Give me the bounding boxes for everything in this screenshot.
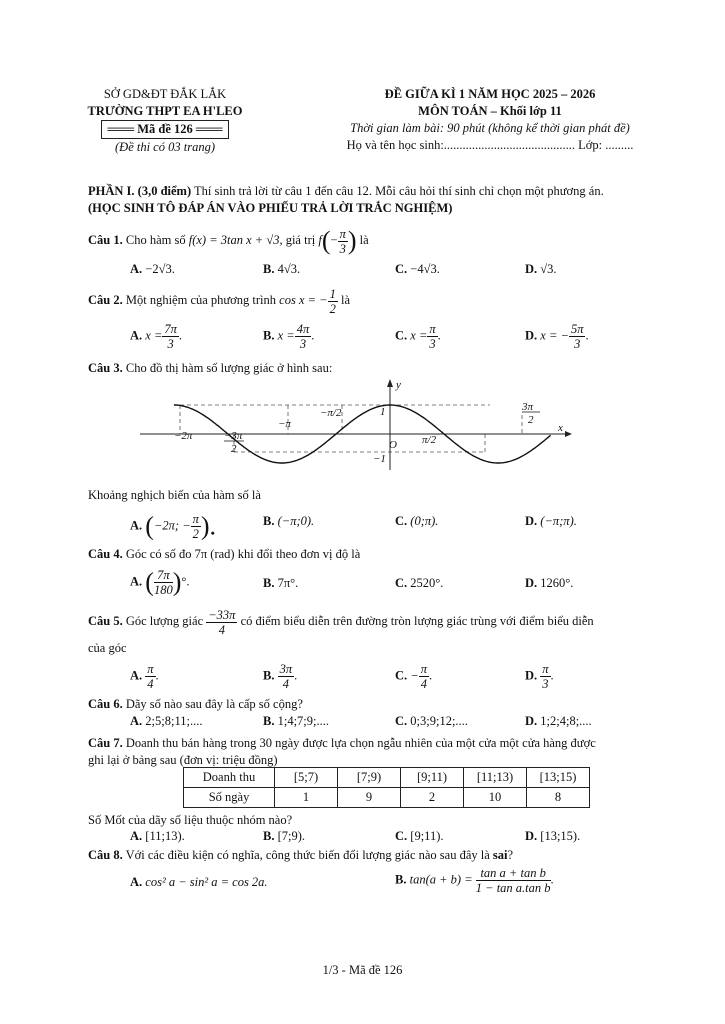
revenue-table [183,767,590,808]
q8-b-num: tan a + tan b [476,866,551,881]
q1-opt-a-label[interactable]: A. [130,262,143,276]
q6-text: Dãy số nào sau đây là cấp số cộng? [122,697,303,711]
question-7 [88,735,668,769]
q4-opt-c-label[interactable]: C. [395,576,408,590]
q1-frac-den: 3 [339,241,346,256]
part1-note: (HỌC SINH TÔ ĐÁP ÁN VÀO PHIẾU TRẢ LỜI TRẮC NGHIỆM) [88,201,453,215]
q6-opt-a[interactable]: 2;5;8;11;.... [145,714,203,728]
q5-c-num: π [420,662,427,676]
q5-c-dot: . [428,668,433,683]
q2-a-dot: . [178,328,183,343]
student-info: Họ và tên học sinh:.......................................... Lớp: ......... [346,138,634,152]
q5-d-den: 3 [542,677,549,691]
table-header-cell: [11;13) [464,768,527,788]
q2-c-den: 3 [429,337,436,351]
q3-opt-a-label[interactable]: A. [130,518,143,533]
q7-opt-d[interactable]: [13;15). [540,829,581,843]
q5-c-den: 4 [420,677,427,691]
q5-frac [206,608,237,637]
q4-opt-a-label[interactable]: A. [130,574,143,589]
question-2 [88,285,648,316]
q2-eq: cos x = − [279,293,328,307]
q3-after: Khoảng nghịch biến của hàm số là [88,488,261,502]
question-6 [88,696,648,713]
q7-text: Doanh thu bán hàng trong 30 ngày được lựa chọn ngẫu nhiên của một cửa một cửa hàng được [122,736,596,750]
header-left [70,86,260,156]
q5-a-den: 4 [147,677,154,691]
q1-func: f(x) = 3tan x + √3, [188,233,283,247]
q8-label: Câu 8. [88,848,123,862]
tick-3pi2-den: 2 [528,414,534,426]
q2-frac-den: 2 [329,301,336,316]
table-header-cell: [5;7) [275,768,338,788]
table-header-cell: [7;9) [338,768,401,788]
q3-a-num: π [192,512,199,526]
q2-b-num: 4π [296,322,310,336]
q1-frac [338,227,348,256]
q4-a-den: 180 [153,583,173,597]
question-4 [88,546,648,563]
q3-opt-d-label[interactable]: D. [525,514,538,528]
q4-a-num: 7π [154,568,173,583]
q8-b-den: 1 − tan a.tan b [475,881,551,895]
q3-label: Câu 3. [88,361,123,375]
q8-opt-a[interactable]: cos² a − sin² a = cos 2a. [145,875,268,889]
tick-negpi: −π [278,418,291,430]
q1-opt-d[interactable]: √3. [540,262,557,276]
q7-opt-b-label[interactable]: B. [263,829,275,843]
q6-label: Câu 6. [88,697,123,711]
q5-b-num: 3π [279,662,293,676]
q2-opt-c-x[interactable]: x = [410,328,428,343]
q2-opt-a-frac[interactable] [162,322,179,351]
q2-opt-d-frac[interactable] [569,322,589,351]
q7-opt-c[interactable]: [9;11). [410,829,444,843]
header-right [285,86,695,154]
q4-opt-b[interactable]: 7π°. [277,576,299,590]
q5-d-num: π [542,662,549,676]
q2-opt-b-x[interactable]: x = [277,328,295,343]
question-1 [88,225,648,256]
q2-a-num: 7π [164,322,177,336]
table-cell: 1 [275,788,338,808]
tick-neg1: −1 [373,453,386,465]
q5-c-neg: − [410,668,419,683]
q8-text: Với các điều kiện có nghĩa, công thức biến đổi lượng giác nào sau đây là [122,848,493,862]
q7-ask: Số Mốt của dãy số liệu thuộc nhóm nào? [88,813,293,827]
q3-opt-b[interactable]: (−π;0). [277,514,315,528]
q7-opt-b[interactable]: [7;9). [277,829,306,843]
q5-num: −33π [208,607,236,622]
q4-opt-a-frac[interactable] [154,568,173,597]
q2-c-dot: . [437,328,441,343]
q4-label: Câu 4. [88,547,123,561]
q2-d-dot: . [585,328,589,343]
q4-text: Góc có số đo 7π (rad) khi đổi theo đơn vị độ là [122,547,361,561]
q1-frac-num: π [339,226,346,241]
q3-opt-b-label[interactable]: B. [263,514,275,528]
exam-time: Thời gian làm bài: 90 phút (không kể thời gian phát đề) [350,121,630,135]
table-cell: 2 [401,788,464,808]
q8-opt-a-label[interactable]: A. [130,875,143,889]
q5-b-dot: . [294,668,298,683]
table-row [184,768,590,788]
q4-opt-d-label[interactable]: D. [525,576,538,590]
q7-label: Câu 7. [88,736,123,750]
x-axis-arrow [565,431,572,437]
q2-opt-c-label[interactable]: C. [395,328,408,343]
q5-opt-c-label[interactable]: C. [395,668,408,683]
q8-opt-b[interactable]: tan(a + b) = [409,872,473,887]
q5-opt-d-frac[interactable] [540,662,550,691]
q6-opt-d-label[interactable]: D. [525,714,538,728]
q5-cont: của góc [88,641,127,655]
q5-opt-b-label[interactable]: B. [263,668,275,683]
q2-opt-c-frac[interactable] [427,322,437,351]
table-header-cell: [13;15) [527,768,590,788]
y-axis-arrow [387,379,393,387]
q2-d-den: 3 [574,337,581,351]
q8-opt-b-label[interactable]: B. [395,872,407,887]
q6-opt-d[interactable]: 1;2;4;8;.... [540,714,592,728]
q7-opt-a[interactable]: [11;13). [145,829,185,843]
q8-bold: sai [492,848,508,862]
q1-text: Cho hàm số [122,233,189,247]
q6-opt-b[interactable]: 1;4;7;9;.... [277,714,329,728]
q4-opt-b-label[interactable]: B. [263,576,275,590]
q2-b-den: 3 [299,337,307,351]
q2-frac-num: 1 [329,286,336,301]
q1-paren-close: ) [347,226,357,256]
q5-opt-b-frac[interactable] [278,662,298,691]
q5-opt-d-label[interactable]: D. [525,668,538,683]
q2-d-num: 5π [570,322,584,336]
q6-opt-c-label[interactable]: C. [395,714,408,728]
q5-text-b: có điểm biểu diễn trên đường tròn lượng giác trùng với điểm biểu diễn [240,614,594,628]
table-cell: 8 [527,788,590,808]
q1-label: Câu 1. [88,233,123,247]
exam-title: ĐỀ GIỮA KÌ 1 NĂM HỌC 2025 – 2026 [384,87,596,101]
q3-opt-a-frac[interactable] [191,512,201,541]
tick-negpi2: −π/2 [320,407,342,419]
tick-pi2: π/2 [422,434,437,446]
q6-opt-b-label[interactable]: B. [263,714,275,728]
q5-text-a: Góc lượng giác [122,614,207,628]
q2-opt-b-label[interactable]: B. [263,328,275,343]
q1-opt-c-label[interactable]: C. [395,262,408,276]
q4-opt-a-deg: °. [181,574,190,589]
origin-label: O [389,439,397,451]
q2-frac [328,287,338,316]
q2-a-den: 3 [167,337,174,351]
table-cell: 9 [338,788,401,808]
q4-opt-c[interactable]: 2520°. [410,576,444,590]
q1-text-c: là [356,233,369,247]
q1-opt-a[interactable]: −2√3. [145,262,175,276]
table-cell: Số ngày [184,788,275,808]
q1-opt-c[interactable]: −4√3. [410,262,440,276]
tick-1: 1 [380,406,386,418]
q2-opt-d-x[interactable]: x = − [540,328,569,343]
question-8 [88,847,648,864]
q2-label: Câu 2. [88,293,123,307]
tick-neg2pi: −2π [174,430,193,442]
table-header-cell: Doanh thu [184,768,275,788]
q3-text: Cho đồ thị hàm số lượng giác ở hình sau: [122,361,333,375]
q5-b-den: 4 [282,677,289,691]
q2-opt-a-label[interactable]: A. [130,328,143,343]
exam-code: ═══ Mã đề 126 ═══ [101,120,230,139]
q7-text2: ghi lại ở bảng sau (đơn vị: triệu đồng) [88,753,278,767]
q1-f: f [318,233,322,247]
q5-opt-a-frac[interactable] [145,662,155,691]
q2-text: Một nghiệm của phương trình [122,293,280,307]
tick-3pi2-num: 3π [522,401,534,413]
q2-opt-d-label[interactable]: D. [525,328,538,343]
y-label: y [396,379,401,391]
q1-neg: − [330,233,338,247]
q2-c-num: π [429,322,436,336]
table-header-cell: [9;11) [401,768,464,788]
q1-paren-open: ( [321,226,331,256]
q5-opt-c-frac[interactable] [419,662,429,691]
q1-opt-b[interactable]: 4√3. [277,262,301,276]
part1-intro [88,183,668,217]
q3-opt-a[interactable]: −2π; − [153,518,191,533]
part1-desc: Thí sinh trả lời từ câu 1 đến câu 12. Mỗi câu hỏi thí sinh chỉ chọn một phương án. [191,184,604,198]
q8-end: ? [507,848,514,862]
q2-end: là [337,293,351,307]
pages-note: (Đề thi có 03 trang) [115,140,215,154]
tick-neg3pi2-num: −3π [224,430,243,442]
q5-label: Câu 5. [88,614,123,628]
q4-opt-d[interactable]: 1260°. [540,576,574,590]
q3-opt-d[interactable]: (−π;π). [540,514,577,528]
q7-opt-d-label[interactable]: D. [525,829,538,843]
q6-opt-c[interactable]: 0;3;9;12;.... [410,714,468,728]
q5-den: 4 [218,622,225,637]
q5-a-num: π [147,662,154,676]
table-row [184,788,590,808]
q2-opt-a-x[interactable]: x = [145,328,163,343]
q3-opt-c[interactable]: (0;π). [410,514,439,528]
dept-name: SỞ GD&ĐT ĐẮK LẮK [103,87,227,101]
x-label: x [558,422,563,434]
q7-opt-a-label[interactable]: A. [130,829,143,843]
q5-d-dot: . [550,668,554,683]
q5-opt-a-label[interactable]: A. [130,668,143,683]
q7-opt-c-label[interactable]: C. [395,829,408,843]
tick-neg3pi2-den: 2 [231,443,237,455]
q6-opt-a-label[interactable]: A. [130,714,143,728]
part1-title: PHẦN I. (3,0 điểm) [88,184,192,198]
question-5 [88,606,648,637]
q1-opt-b-label[interactable]: B. [263,262,275,276]
page-footer: 1/3 - Mã đề 126 [322,963,403,977]
q2-b-dot: . [311,328,315,343]
table-cell: 10 [464,788,527,808]
q1-text-b: giá trị [282,233,319,247]
q1-opt-d-label[interactable]: D. [525,262,538,276]
q3-a-close: ). [200,511,217,541]
school-name: TRƯỜNG THPT EA H'LEO [87,104,243,118]
q8-b-dot: . [550,872,554,887]
q3-a-den: 2 [192,527,199,541]
trig-graph [140,375,580,470]
q8-options [0,866,725,906]
subject: MÔN TOÁN – Khối lớp 11 [418,104,562,118]
q8-opt-b-frac[interactable] [476,866,551,895]
q3-opt-c-label[interactable]: C. [395,514,408,528]
q2-opt-b-frac[interactable] [295,322,315,351]
q5-a-dot: . [155,668,159,683]
